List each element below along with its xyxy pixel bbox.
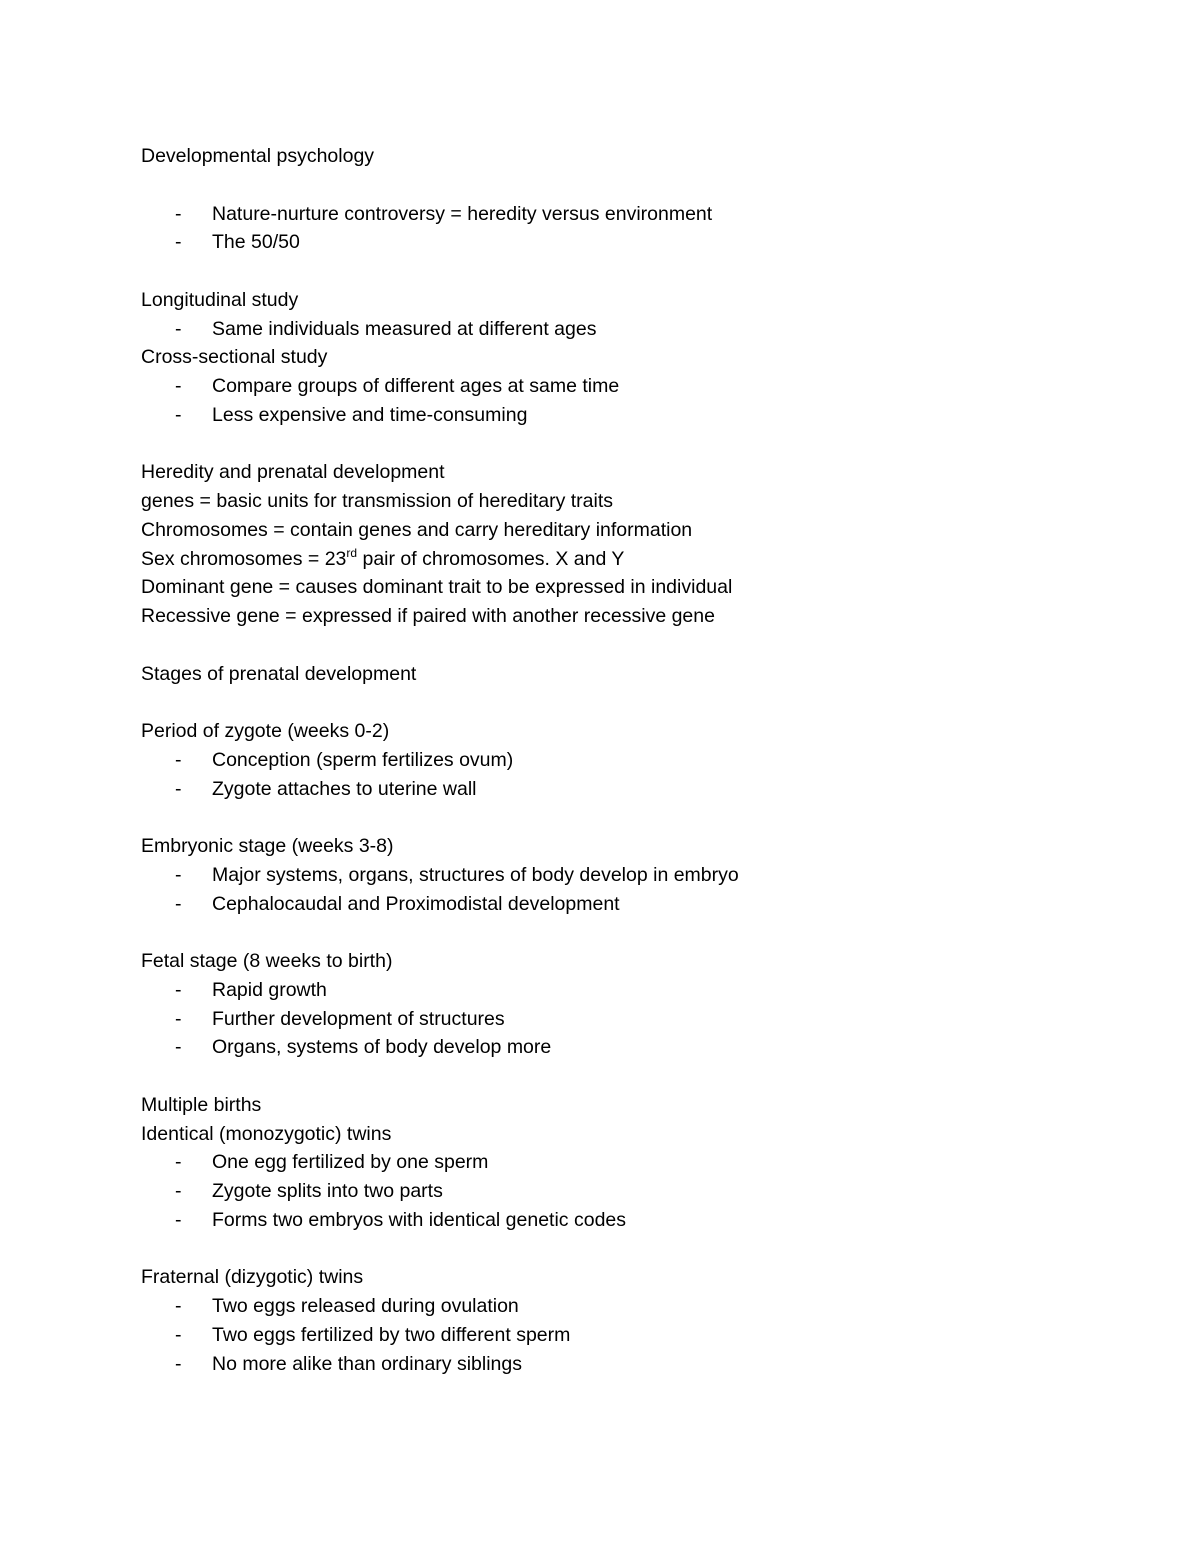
bullet-item (141, 1177, 1141, 1206)
dash-marker: - (175, 863, 182, 886)
bullet-text: No more alike than ordinary siblings (212, 1352, 522, 1375)
bullet-text: Rapid growth (212, 978, 327, 1001)
blank-line (141, 430, 1141, 459)
bullet-text: One egg fertilized by one sperm (212, 1151, 489, 1174)
bullet-text: Zygote splits into two parts (212, 1180, 443, 1202)
dash-marker: - (175, 231, 182, 254)
dash-marker: - (175, 1180, 182, 1202)
bullet-item (141, 1292, 1141, 1321)
bullet-item (141, 228, 1141, 257)
dash-marker: - (175, 1295, 182, 1317)
dash-marker: - (175, 1323, 182, 1346)
bullet-item (141, 1033, 1141, 1062)
document-body (141, 142, 1141, 1378)
blank-line (141, 171, 1141, 200)
definition-text: Sex chromosomes = 23 (141, 547, 347, 570)
blank-line (141, 1062, 1141, 1091)
bullet-item (141, 315, 1141, 344)
blank-line (141, 688, 1141, 717)
section-heading: Multiple births (141, 1093, 262, 1116)
bullet-text: Cephalocaudal and Proximodistal development (212, 892, 620, 915)
dash-marker: - (175, 978, 182, 1001)
bullet-item (141, 1005, 1141, 1034)
bullet-item (141, 861, 1141, 890)
dash-marker: - (175, 1007, 182, 1030)
bullet-text: Zygote attaches to uterine wall (212, 777, 477, 800)
section-heading: Heredity and prenatal development (141, 461, 445, 484)
bullet-item (141, 401, 1141, 430)
bullet-text: Conception (sperm fertilizes ovum) (212, 748, 514, 771)
dash-marker: - (175, 375, 182, 397)
bullet-text: Less expensive and time-consuming (212, 403, 528, 426)
dash-marker: - (175, 1151, 182, 1174)
bullet-item (141, 372, 1141, 401)
definition-line: Dominant gene = causes dominant trait to be expressed in individual (141, 576, 733, 599)
bullet-item (141, 200, 1141, 229)
section-heading: Longitudinal study (141, 288, 299, 311)
dash-marker: - (175, 777, 182, 800)
dash-marker: - (175, 1036, 182, 1059)
bullet-item (141, 976, 1141, 1005)
bullet-item (141, 1321, 1141, 1350)
bullet-text: Nature-nurture controversy = heredity versus environment (212, 202, 713, 225)
dash-marker: - (175, 892, 182, 915)
bullet-text: Same individuals measured at different ages (212, 317, 597, 340)
bullet-item (141, 1206, 1141, 1235)
dash-marker: - (175, 403, 182, 426)
dash-marker: - (175, 1208, 182, 1231)
bullet-text: Two eggs released during ovulation (212, 1295, 519, 1317)
blank-line (141, 918, 1141, 947)
definition-text: pair of chromosomes. X and Y (357, 547, 625, 570)
section-heading: Stages of prenatal development (141, 662, 417, 685)
blank-line (141, 1235, 1141, 1264)
bullet-text: Compare groups of different ages at same time (212, 375, 620, 397)
bullet-item (141, 1350, 1141, 1379)
document-title: Developmental psychology (141, 145, 375, 167)
bullet-item (141, 1148, 1141, 1177)
section-heading: Period of zygote (weeks 0-2) (141, 720, 390, 742)
bullet-text: Two eggs fertilized by two different sperm (212, 1323, 571, 1346)
ordinal-superscript: rd (346, 545, 358, 560)
subsection-heading: Identical (monozygotic) twins (141, 1122, 392, 1145)
bullet-text: The 50/50 (212, 231, 300, 254)
bullet-item (141, 890, 1141, 919)
definition-line: Recessive gene = expressed if paired with another recessive gene (141, 605, 715, 627)
section-heading: Fetal stage (8 weeks to birth) (141, 950, 393, 972)
dash-marker: - (175, 317, 182, 340)
bullet-item (141, 746, 1141, 775)
section-heading: Cross-sectional study (141, 346, 328, 369)
bullet-text: Major systems, organs, structures of body develop in embryo (212, 863, 739, 886)
definition-line: genes = basic units for transmission of hereditary traits (141, 490, 614, 512)
dash-marker: - (175, 202, 182, 225)
blank-line (141, 631, 1141, 660)
subsection-heading: Fraternal (dizygotic) twins (141, 1266, 364, 1289)
definition-line (141, 545, 1141, 574)
section-heading: Embryonic stage (weeks 3-8) (141, 835, 394, 857)
dash-marker: - (175, 1352, 182, 1375)
blank-line (141, 803, 1141, 832)
bullet-text: Further development of structures (212, 1007, 505, 1030)
bullet-item (141, 775, 1141, 804)
dash-marker: - (175, 748, 182, 771)
bullet-text: Forms two embryos with identical genetic codes (212, 1208, 627, 1231)
blank-line (141, 257, 1141, 286)
bullet-text: Organs, systems of body develop more (212, 1036, 552, 1059)
definition-line: Chromosomes = contain genes and carry hereditary information (141, 518, 693, 541)
